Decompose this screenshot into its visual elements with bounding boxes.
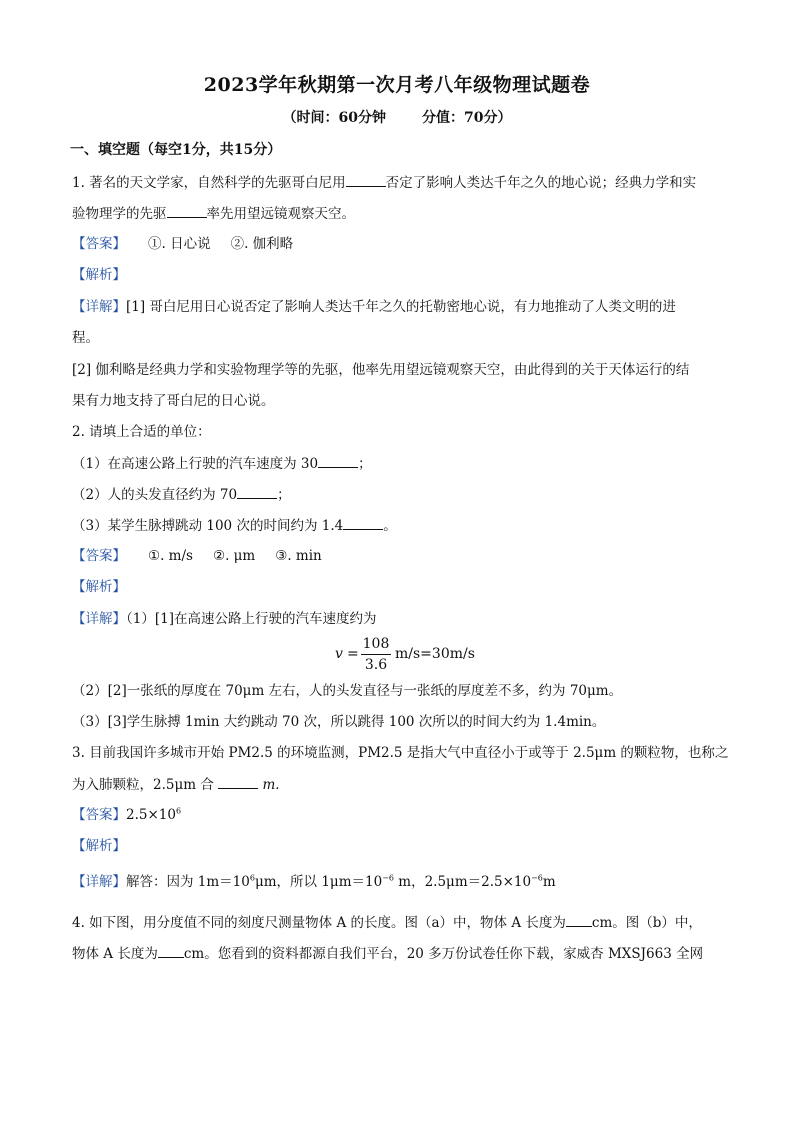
q1-stem-line2 [72,203,732,224]
section-heading: 一、填空题（每空1分，共15分） [70,142,282,158]
q1-detail-line3: [2] 伽利略是经典力学和实验物理学等的先驱，他率先用望远镜观察天空，由此得到的关于天体运行的结 [72,362,690,378]
q1-text: 否定了影响人类达千年之久的地心说；经典力学和实 [385,175,697,191]
q2-text: 。 [383,518,397,534]
answer-blank [158,943,184,958]
detail-text: [1] 哥白尼用日心说否定了影响人类达千年之久的托勒密地心说，有力地推动了人类文明的进 [126,299,676,315]
q2-answer [72,546,732,566]
exponent: −6 [382,873,394,883]
speed-formula [335,635,535,675]
formula-equals: = [347,646,359,662]
answer-blank [346,172,386,187]
q1-detail-line2: 程。 [72,330,99,346]
detail-label: 【详解】 [72,611,126,627]
answer-blank [167,203,207,218]
q1-analysis [72,265,732,285]
q1-answer [72,234,732,254]
q4-stem-line2 [72,943,732,964]
q4-text: cm。图（b）中， [591,915,702,931]
page-title: 2023学年秋期第一次月考八年级物理试题卷 [203,74,591,96]
detail-label: 【详解】 [72,874,126,890]
answer-blank [343,515,383,530]
q1-text: 率先用望远镜观察天空。 [206,206,355,222]
answer-item: ②. μm [212,548,256,564]
formula-denominator: 3.6 [364,657,388,673]
q4-stem-line1 [72,912,732,933]
answer-label: 【答案】 [72,548,126,564]
q1-stem-line1 [72,172,732,193]
answer-blank [566,912,592,927]
q2-text: （3）某学生脉搏跳动 100 次的时间约为 1.4 [72,518,344,534]
q3-answer [72,805,732,825]
formula-fraction [361,635,391,674]
detail-text: （1）[1]在高速公路上行驶的汽车速度约为 [126,611,377,627]
answer-exponent: 6 [175,806,182,816]
q4-text: 4. 如下图，用分度值不同的刻度尺测量物体 A 的长度。图（a）中，物体 A 长度为 [72,915,566,931]
detail-label: 【详解】 [72,299,126,315]
q3-analysis [72,836,732,856]
q3-stem-line1: 3. 目前我国许多城市开始 PM2.5 的环境监测，PM2.5 是指大气中直径小于或等于 2.5μm 的颗粒物，也称之 [72,745,729,761]
q2-text: ； [277,487,291,503]
analysis-label: 【解析】 [72,267,126,283]
answer-value: 2.5×10 [126,807,176,823]
answer-blank [218,774,258,789]
formula-result: m/s=30m/s [395,646,475,662]
answer-item: ②. 伽利略 [230,236,294,252]
q2-item1 [72,453,732,474]
analysis-label: 【解析】 [72,579,126,595]
answer-blank [237,484,277,499]
answer-label: 【答案】 [72,807,126,823]
q1-detail-line1 [72,297,732,317]
q2-item3 [72,515,732,536]
q3-text: m. [262,777,280,793]
q2-detail-line2: （2）[2]一张纸的厚度在 70μm 左右，人的头发直径与一张纸的厚度差不多，约为 70μm。 [72,683,623,699]
q2-text: （1）在高速公路上行驶的汽车速度为 30 [72,456,319,472]
exam-info [0,107,794,127]
q4-text: cm。您看到的资料都源自我们平台，20 多万份试卷任你下载，家威杏 MXSJ663 全网 [183,946,704,962]
q2-analysis [72,577,732,597]
answer-item: ③. min [275,548,322,564]
formula-numerator: 108 [362,636,390,652]
q1-text: 1. 著名的天文学家，自然科学的先驱哥白尼用 [72,175,346,191]
formula-variable: v [335,646,343,662]
exam-score: 分值：70分） [422,110,512,126]
q2-item2 [72,484,732,505]
exam-time: （时间：60分钟 [282,110,386,126]
detail-text: m，2.5μm＝2.5×10 [393,874,532,890]
answer-label: 【答案】 [72,236,126,252]
answer-item: ①. m/s [148,548,193,564]
q1-text: 验物理学的先驱 [72,206,167,222]
fraction-bar [361,654,391,655]
q2-stem: 2. 请填上合适的单位： [72,424,211,440]
q2-text: （2）人的头发直径约为 70 [72,487,238,503]
answer-blank [318,453,358,468]
analysis-label: 【解析】 [72,838,126,854]
q1-detail-line4: 果有力地支持了哥白尼的日心说。 [72,393,275,409]
q3-stem-line2 [72,774,732,795]
q2-text: ； [358,456,372,472]
q2-detail-line3: （3）[3]学生脉搏 1min 大约跳动 70 次，所以跳得 100 次所以的时间大约为 1.4min。 [72,714,606,730]
q2-detail-line1 [72,609,732,629]
exponent: 6 [249,873,255,883]
q3-text: 为入肺颗粒，2.5μm 合 [72,777,214,793]
answer-item: ①. 日心说 [148,236,211,252]
q3-detail [72,872,732,892]
detail-text: m [542,874,556,890]
q4-text: 物体 A 长度为 [72,946,158,962]
exponent: −6 [531,873,543,883]
detail-text: 解答：因为 1m＝10 [126,874,250,890]
detail-text: μm，所以 1μm＝10 [254,874,383,890]
